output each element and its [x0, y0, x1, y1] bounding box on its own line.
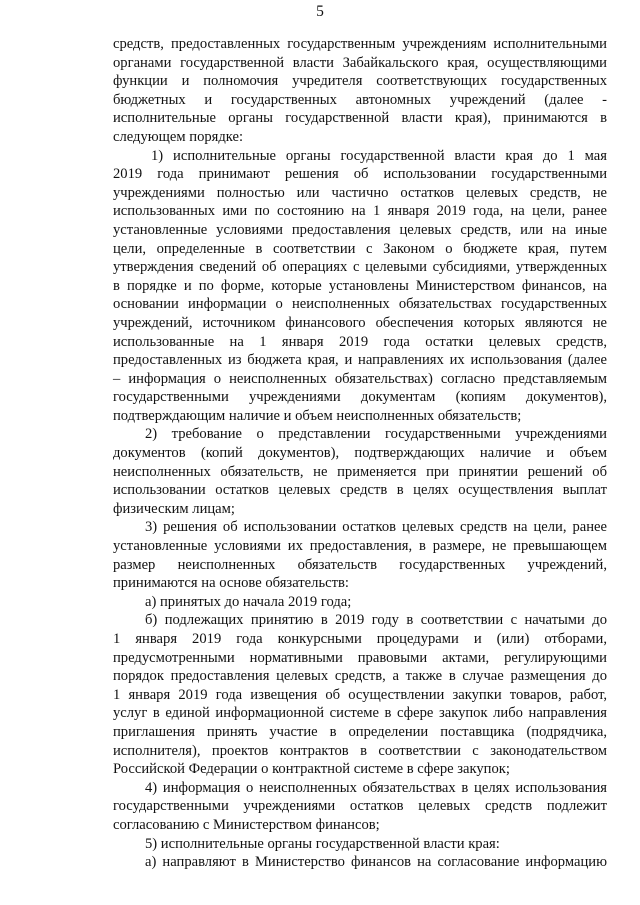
page-number: 5 — [316, 3, 324, 20]
text-line: использовании остатков целевых средств в целях осуществления выплат — [113, 482, 607, 499]
text-line: установленные условиями предоставления целевых средств, или на иные — [113, 221, 607, 238]
text-line: услуг в единой информационной системе в сфере закупок либо направления — [113, 705, 607, 722]
document-body — [113, 35, 607, 872]
text-line: приглашения принять участие в определении поставщика (подрядчика, — [113, 723, 607, 740]
text-line: исполнителя), проектов контрактов в соответствии с законодательством — [113, 742, 607, 759]
text-line: следующем порядке: — [113, 128, 244, 145]
paragraph-first-line: б) подлежащих принятию в 2019 году в соответствии с начатыми до — [145, 612, 607, 629]
text-line: использованных ими по состоянию на 1 января 2019 года, на цели, ранее — [113, 203, 607, 220]
text-line: 1 января 2019 года конкурсными процедурами и (или) отборами, — [113, 631, 607, 647]
paragraph-first-line: 3) решения об использовании остатков целевых средств на цели, ранее — [145, 519, 607, 536]
text-line: государственными учреждениями остатков целевых средств подлежит — [113, 798, 607, 815]
text-line: документов (копий документов), подтверждающих наличие и объем — [113, 445, 607, 462]
text-line: Российской Федерации о контрактной системе в сфере закупок; — [113, 761, 510, 778]
text-line: размер неисполненных обязательств государственных учреждений, — [113, 556, 607, 573]
text-line: 2019 года принимают решения об использовании государственными — [113, 166, 607, 183]
paragraph-first-line: а) принятых до начала 2019 года; — [145, 593, 352, 610]
text-line: подтверждающим наличие и объем неисполненных обязательств; — [113, 407, 522, 424]
text-line: учреждениями полностью или частично остатков целевых средств, не — [113, 184, 607, 201]
text-line: принимаются на основе обязательств: — [113, 575, 349, 592]
text-line: использованные на 1 января 2019 года остатки целевых средств, — [113, 333, 607, 350]
text-line: в порядке и по форме, которые установлены Министерством финансов, на — [113, 277, 607, 294]
text-line: предусмотренными нормативными правовыми актами, регулирующими — [113, 649, 607, 666]
text-line: бюджетных и государственных автономных учреждений (далее - — [113, 91, 607, 108]
paragraph-first-line: 2) требование о представлении государственными учреждениями — [145, 426, 607, 443]
paragraph-first-line: а) направляют в Министерство финансов на согласование информацию — [145, 854, 607, 871]
text-line: предоставленных из бюджета края, и направлениях их использования (далее — [113, 352, 607, 369]
text-line: неисполненных обязательств, не применяется при принятии решений об — [113, 463, 607, 480]
text-line: исполнительные органы государственной власти края), принимаются в — [113, 110, 607, 127]
text-line: порядок предоставления целевых средств, а также в случае размещения до — [113, 668, 607, 685]
paragraph-first-line: 1) исполнительные органы государственной власти края до 1 мая — [151, 147, 607, 164]
text-line: цели, определенные в соответствии с Законом о бюджете края, путем — [113, 240, 607, 257]
paragraph-first-line: 4) информация о неисполненных обязательствах в целях использования — [145, 779, 607, 796]
text-line: органами государственной власти Забайкальского края, осуществляющими — [113, 54, 607, 71]
text-line: установленные условиями их предоставления, в размере, не превышающем — [113, 538, 607, 555]
text-line: учреждений, источником финансового обеспечения которых являются не — [113, 314, 607, 331]
text-line: утверждения сведений об операциях с целевыми субсидиями, утвержденных — [113, 259, 607, 276]
text-line: – информация о неисполненных обязательствах) согласно представляемым — [113, 370, 607, 387]
text-line: физическим лицам; — [113, 500, 235, 517]
text-line: 1 января 2019 года извещения об осуществлении закупки товаров, работ, — [113, 686, 607, 703]
text-line: государственными учреждениями документам (копиям документов), — [113, 389, 607, 406]
text-line: средств, предоставленных государственным учреждениям исполнительными — [113, 36, 607, 52]
paragraph-first-line: 5) исполнительные органы государственной власти края: — [145, 835, 500, 852]
text-line: основании информации о неисполненных обязательствах государственных — [113, 296, 607, 313]
text-line: функции и полномочия учредителя соответствующих государственных — [113, 73, 607, 90]
text-line: согласованию с Министерством финансов; — [113, 816, 380, 833]
